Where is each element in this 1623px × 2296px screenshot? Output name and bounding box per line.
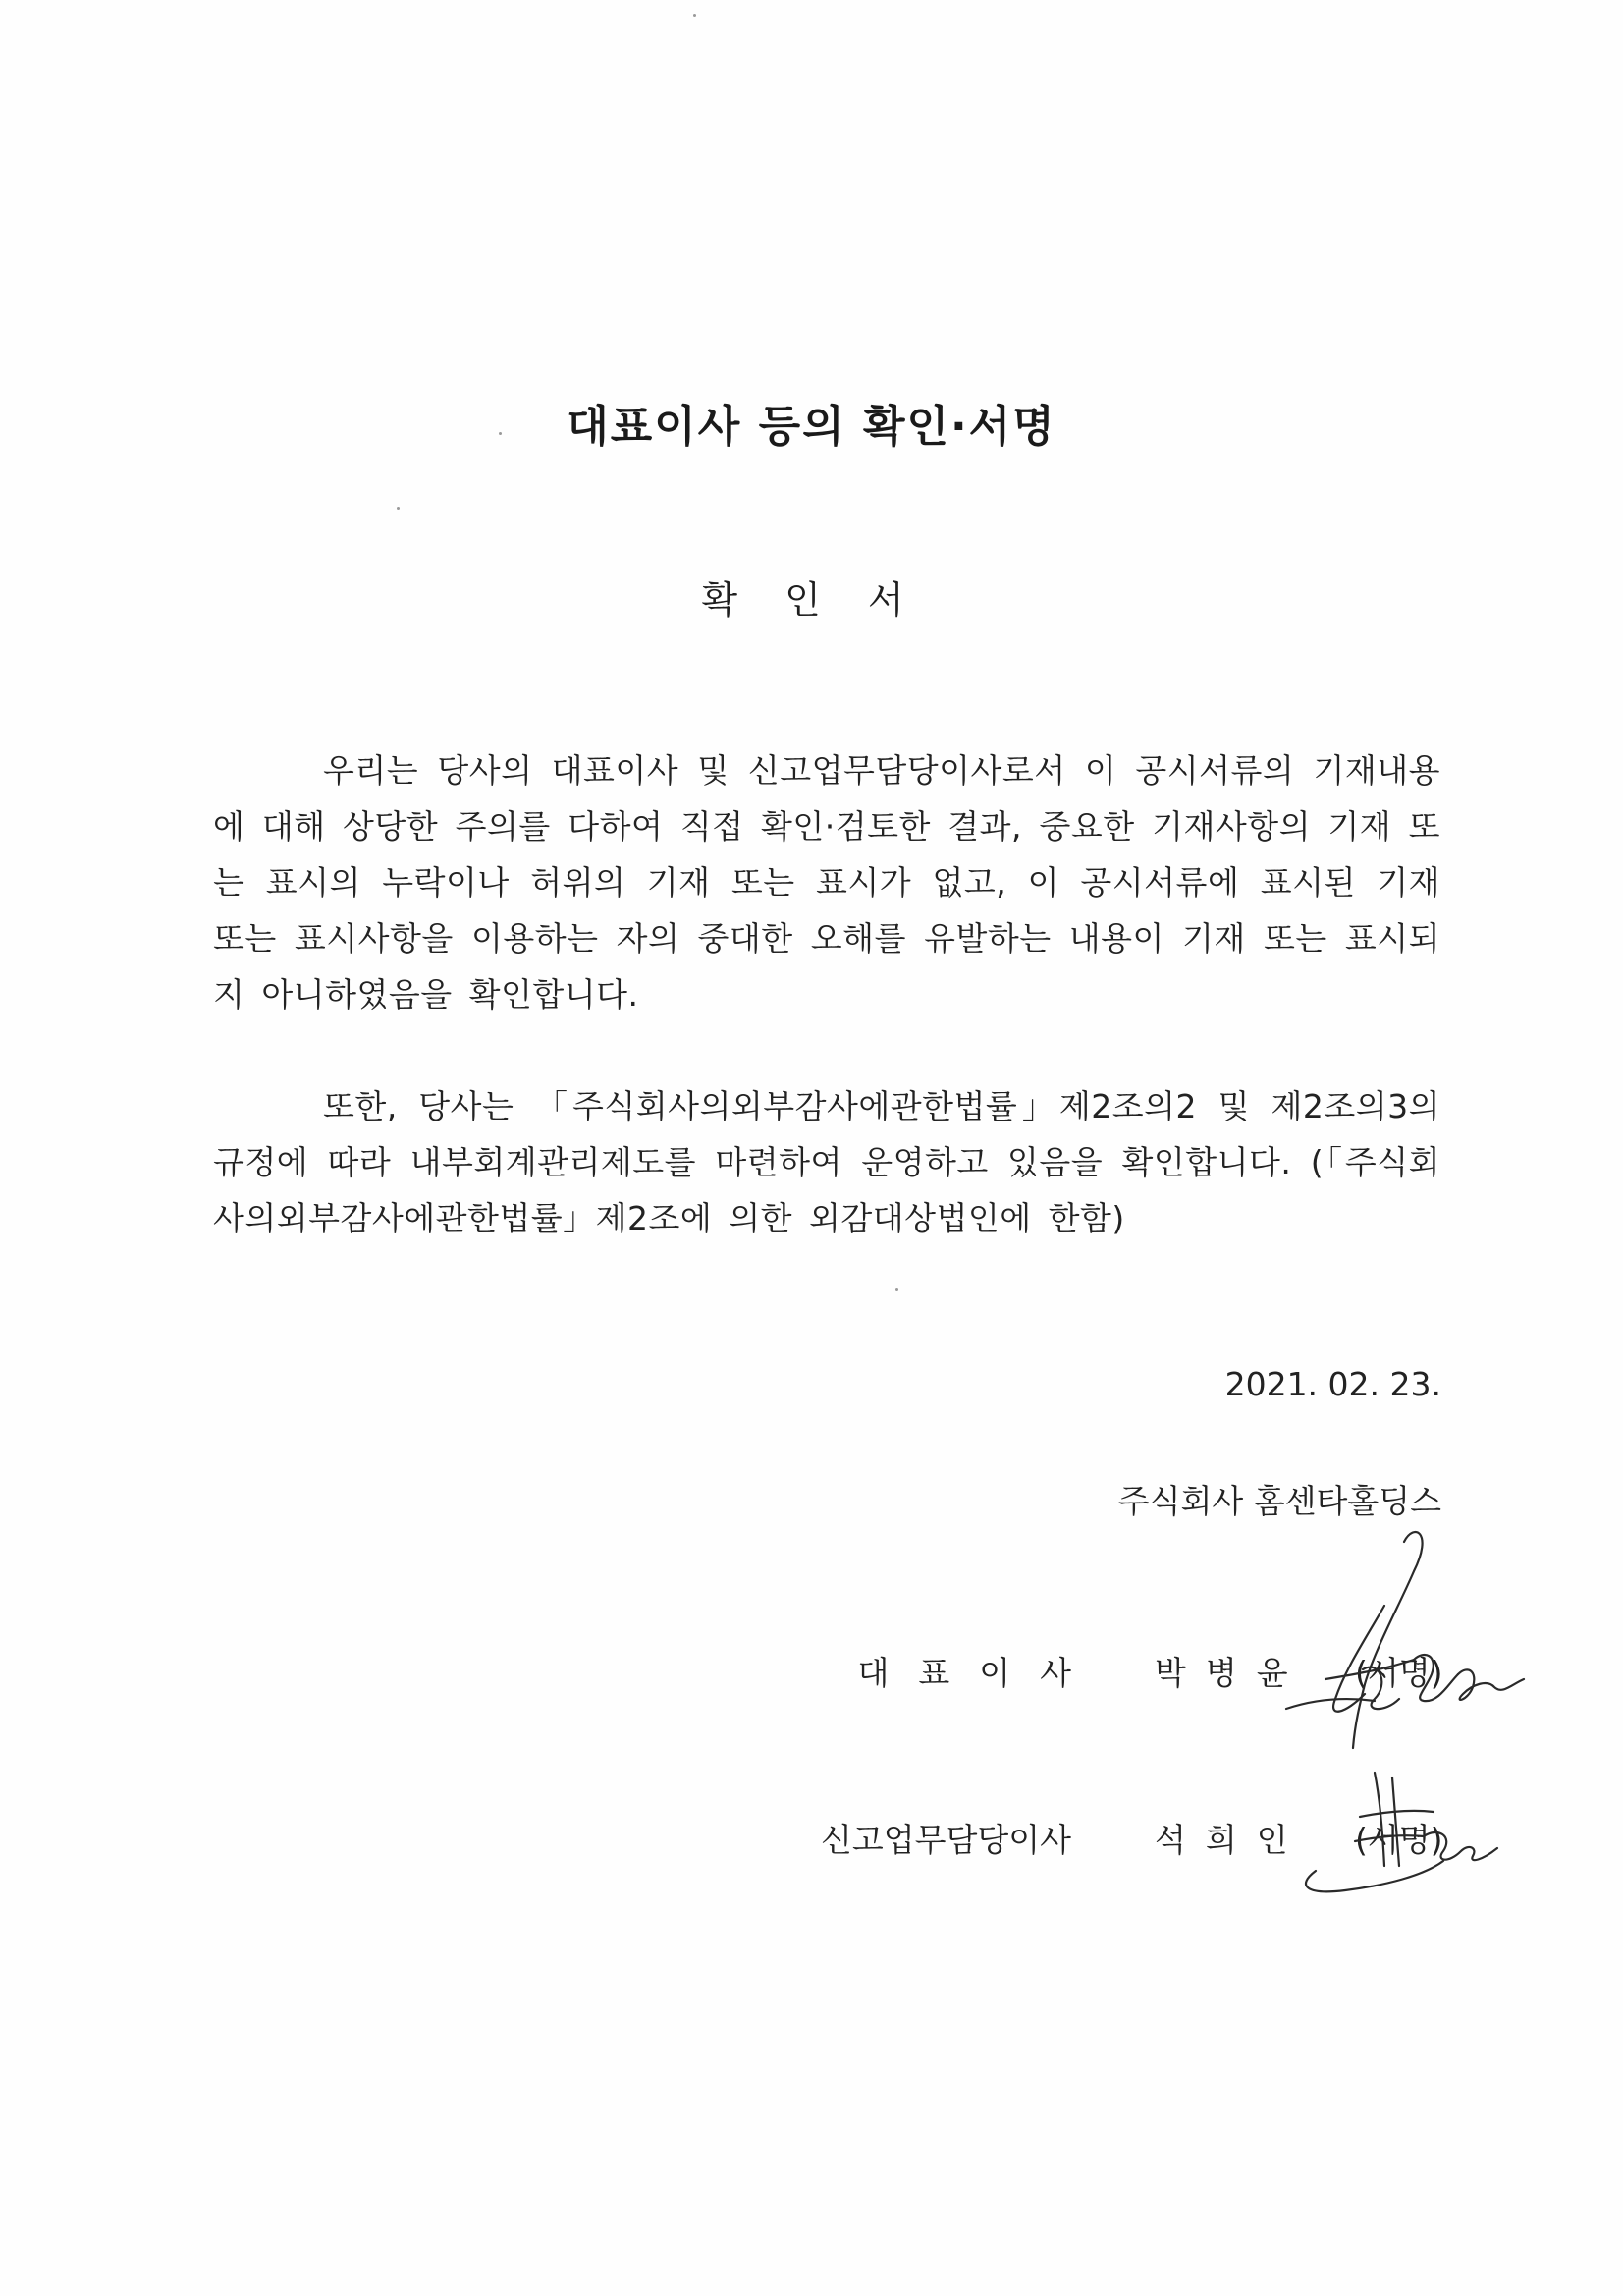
document-subheading: 확 인 서 [701,578,922,622]
signature-mark-label: (서명) [1355,1654,1443,1692]
signatory-name: 석희인 [1155,1821,1308,1859]
signatory-role: 신고업무담당이사 [820,1821,1071,1859]
signature-mark-label: (서명) [1355,1821,1443,1859]
document-heading: 대표이사 등의 확인·서명 [567,402,1056,452]
signatory-row-ceo [0,1648,1623,1697]
internal-control-paragraph: 또한, 당사는 「주식회사의외부감사에관한법률」제2조의2 및 제2조의3의 규정에 따라 내부회계관리제도를 마련하여 운영하고 있음을 확인합니다. (「주식회사의외부감사에관한법률」제2조에 의한 외감대상법인에 한함) [213,1087,1440,1237]
confirmation-paragraph: 우리는 당사의 대표이사 및 신고업무담당이사로서 이 공시서류의 기재내용에 대해 상당한 주의를 다하여 직접 확인·검토한 결과, 중요한 기재사항의 기재 또는 표시의 누락이나 허위의 기재 또는 표시가 없고, 이 공시서류에 표시된 기재 또는 표시사항을 이용하는 자의 중대한 오해를 유발하는 내용이 기재 또는 표시되지 아니하였음을 확인합니다. [213,751,1440,1013]
scan-speck [397,507,400,510]
signatory-row-disclosure-director [0,1815,1623,1864]
document-date: 2021. 02. 23. [1224,1365,1441,1403]
scan-speck [895,1288,898,1291]
signatory-name: 박병윤 [1155,1654,1308,1692]
handwritten-signature-ceo [1267,1512,1542,1768]
company-name: 주식회사 홈센타홀딩스 [1117,1482,1441,1520]
signatory-role: 대표이사 [857,1654,1101,1692]
scan-speck [693,14,696,17]
